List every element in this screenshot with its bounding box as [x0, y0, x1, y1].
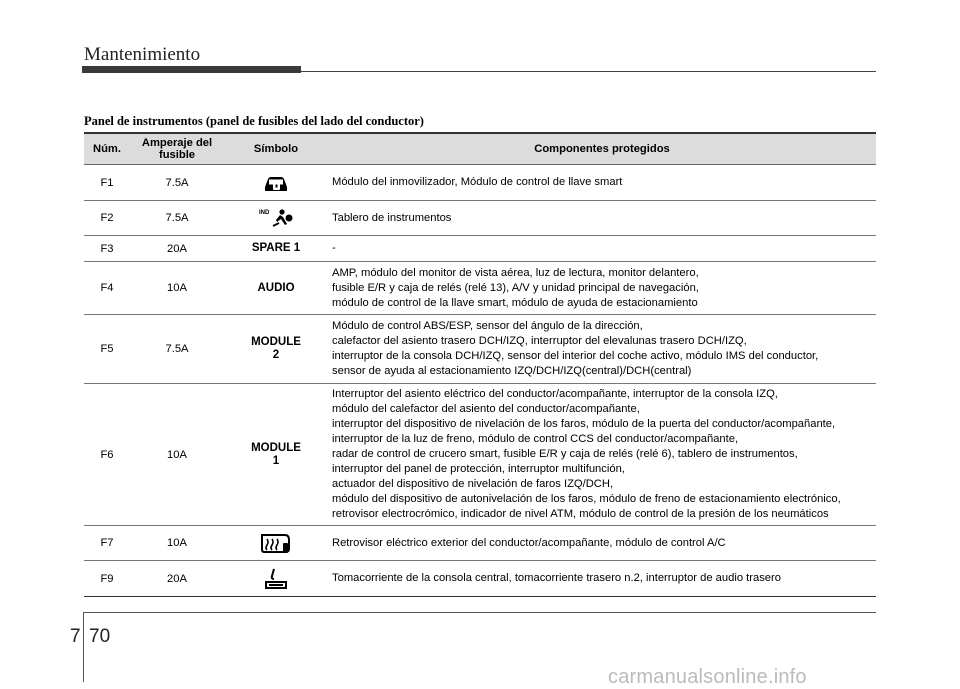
table-row: [84, 526, 876, 561]
fuse-amperage: 10A: [130, 262, 224, 315]
fuse-components: [328, 384, 876, 526]
component-line: interruptor de la consola DCH/IZQ, sensor del interior del coche activo, módulo IMS del conductor,: [332, 350, 819, 362]
fuse-table: [84, 132, 876, 597]
component-line: módulo del calefactor del asiento del conductor/acompañante,: [332, 403, 640, 415]
fuse-number: F4: [84, 262, 130, 315]
table-row: [84, 384, 876, 526]
fuse-symbol: [224, 201, 328, 236]
fuse-symbol-text: AUDIO: [224, 262, 328, 315]
fuse-amperage: 20A: [130, 236, 224, 262]
component-line: módulo de control de la llave smart, módulo de ayuda de estacionamiento: [332, 296, 698, 309]
component-line: actuador del dispositivo de nivelación de faros IZQ/DCH,: [332, 478, 614, 490]
component-line: Retrovisor eléctrico exterior del conductor/acompañante, módulo de control A/C: [332, 536, 726, 549]
fuse-symbol-text: [224, 315, 328, 384]
fuse-amperage: 10A: [130, 526, 224, 561]
symbol-text-line: 2: [272, 349, 280, 361]
page-number: 70: [89, 626, 111, 647]
heated-mirror-icon: [259, 531, 293, 555]
fuse-number: F1: [84, 165, 130, 201]
fuse-number: F6: [84, 384, 130, 526]
component-line: radar de control de crucero smart, fusible E/R y caja de relés (relé 6), tablero de instrumentos,: [332, 448, 798, 460]
fuse-number: F3: [84, 236, 130, 262]
col-header-amperage: [130, 133, 224, 165]
fuse-amperage: 7.5A: [130, 315, 224, 384]
table-row: [84, 236, 876, 262]
fuse-symbol-text: [224, 384, 328, 526]
fuse-amperage: 10A: [130, 384, 224, 526]
fuse-symbol: [224, 526, 328, 561]
fuse-number: F9: [84, 561, 130, 597]
col-header-amperage-line2: fusible: [158, 149, 196, 161]
fuse-components: [328, 236, 876, 262]
table-row: [84, 201, 876, 236]
fuse-symbol-text: SPARE 1: [224, 236, 328, 262]
fuse-number: F5: [84, 315, 130, 384]
component-line: AMP, módulo del monitor de vista aérea, luz de lectura, monitor delantero,: [332, 266, 699, 279]
fuse-components: [328, 526, 876, 561]
component-line: retrovisor electrocrómico, indicador de nivel ATM, módulo de control de la presión de los neumáticos: [332, 508, 829, 520]
component-line: Interruptor del asiento eléctrico del conductor/acompañante, interruptor de la consola IZQ,: [332, 388, 778, 400]
fuse-symbol: [224, 165, 328, 201]
header-bar: [82, 66, 301, 73]
chapter-number: 7: [70, 626, 81, 647]
symbol-text-line: MODULE: [251, 441, 301, 454]
col-header-symbol: Símbolo: [224, 133, 328, 165]
fuse-number: F7: [84, 526, 130, 561]
page-header-title: Mantenimiento: [84, 44, 201, 65]
fuse-components: [328, 262, 876, 315]
airbag-ind-label: IND: [259, 210, 270, 216]
immobilizer-lock-icon: [263, 172, 289, 194]
component-line: interruptor del panel de protección, interruptor multifunción,: [332, 463, 625, 475]
fuse-amperage: 20A: [130, 561, 224, 597]
fuse-components: [328, 165, 876, 201]
component-line: Módulo del inmovilizador, Módulo de control de llave smart: [332, 176, 623, 188]
component-line: interruptor de la luz de freno, módulo de control CCS del conductor/acompañante,: [332, 433, 739, 445]
component-line: -: [332, 242, 336, 254]
component-line: sensor de ayuda al estacionamiento IZQ/DCH/IZQ(central)/DCH(central): [332, 365, 692, 377]
fuse-number: F2: [84, 201, 130, 236]
table-row: [84, 262, 876, 315]
footer-divider: [83, 612, 84, 682]
fuse-components: [328, 561, 876, 597]
fuse-amperage: 7.5A: [130, 165, 224, 201]
footer-rule: [83, 612, 876, 613]
table-row: [84, 315, 876, 384]
fuse-amperage: 7.5A: [130, 201, 224, 236]
airbag-ind-icon: [259, 207, 293, 229]
table-row: [84, 165, 876, 201]
component-line: Tablero de instrumentos: [332, 211, 452, 224]
fuse-components: [328, 201, 876, 236]
component-line: Módulo de control ABS/ESP, sensor del ángulo de la dirección,: [332, 320, 643, 332]
col-header-components: Componentes protegidos: [328, 133, 876, 165]
component-line: fusible E/R y caja de relés (relé 13), A/V y unidad principal de navegación,: [332, 281, 699, 294]
symbol-text-line: MODULE: [251, 336, 301, 348]
section-title: Panel de instrumentos (panel de fusibles del lado del conductor): [84, 114, 424, 128]
component-line: módulo del dispositivo de autonivelación de los faros, módulo de freno de estacionamiento electrónico,: [332, 493, 841, 505]
watermark: carmanualsonline.info: [608, 666, 807, 688]
fuse-symbol: [224, 561, 328, 597]
table-row: [84, 561, 876, 597]
power-outlet-icon: [261, 567, 291, 591]
col-header-amperage-line1: Amperaje del: [141, 137, 213, 149]
header-rule: [301, 71, 876, 72]
component-line: calefactor del asiento trasero DCH/IZQ, interruptor del elevalunas trasero DCH/IZQ,: [332, 335, 747, 347]
component-line: interruptor del dispositivo de nivelación de los faros, módulo de la puerta del conductor/acompañante,: [332, 418, 836, 430]
table-header-row: [84, 133, 876, 165]
col-header-num: Núm.: [84, 133, 130, 165]
component-line: Tomacorriente de la consola central, tomacorriente trasero n.2, interruptor de audio trasero: [332, 572, 781, 584]
symbol-text-line: 1: [272, 454, 280, 467]
fuse-components: [328, 315, 876, 384]
